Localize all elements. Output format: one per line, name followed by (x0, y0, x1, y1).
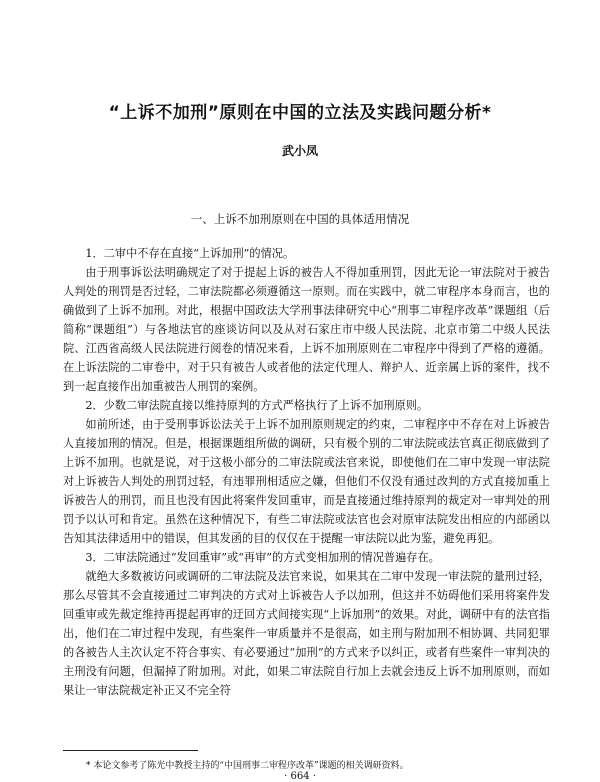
footnote: * 本论文参考了陈光中教授主持的“中国刑事二审程序改革”课题的相关调研资料。 (86, 761, 409, 771)
document-title: “上诉不加刑”原则在中国的立法及实践问题分析* (108, 103, 492, 123)
subheading-1: 1．二审中不存在直接“上诉加刑”的情况。 (85, 247, 295, 260)
section-heading: 一、上诉不加刑原则在中国的具体适用情况 (190, 212, 410, 226)
paragraph-2: 如前所述，由于受刑事诉讼法关于上诉不加刑原则规定的约束，二审程序中不存在对上诉被告人直接加刑的情况。但是，根据课题组所做的调研，只有极个别的二审法院或法官真正彻底做到了上诉不加刑。也就是说，对于这极小部分的二审法院或法官来说，即使他们在二审中发现一审法院对上诉被告人判处的刑罚过轻，有违罪刑相适应之嫌，但他们不仅没有通过改判的方式直接加重上诉被告人的刑罚，而且也没有因此将案件发回重审，而是直接通过维持原判的裁定对一审判处的刑罚予以认可和肯定。虽然在这种情况下，有些二审法院或法官也会对原审法院发出相应的内部函以告知其法律适用中的错误，但其发函的目的仅仅在于提醒一审法院以此为鉴，避免再犯。 (63, 418, 550, 545)
footnote-divider (63, 750, 198, 751)
page-number: · 664 · (284, 771, 316, 782)
paragraph-3: 就绝大多数被访问或调研的二审法院及法官来说，如果其在二审中发现一审法院的量刑过轻，那么尽管其不会直接通过二审判决的方式对上诉被告人予以加刑，但这并不妨碍他们采用将案件发回重审或先裁定维持再提起再审的迂回方式间接实现“上诉加刑”的效果。对此，调研中有的法官指出，他们在二审过程中发现，有些案件一审质量并不是很高，如主刑与附加刑不相协调、共同犯罪的各被告人主次认定不符合事实、有必要通过“加刑”的方式来予以纠正，或者有些案件一审判决的主刑没有问题，但漏掉了附加刑。对此，如果二审法院自行加上去就会违反上诉不加刑原则，而如果让一审法院裁定补正又不完全符 (63, 570, 550, 697)
author-name: 武小凤 (281, 144, 318, 158)
subheading-2: 2．少数二审法院直接以维持原判的方式严格执行了上诉不加刑原则。 (85, 399, 429, 412)
subheading-3: 3．二审法院通过“发回重审”或“再审”的方式变相加刑的情况普遍存在。 (85, 551, 440, 564)
paragraph-1: 由于刑事诉讼法明确规定了对于提起上诉的被告人不得加重刑罚，因此无论一审法院对于被告人判处的刑罚是否过轻，二审法院都必须遵循这一原则。而在实践中，就二审程序本身而言，也的确做到了上诉不加刑。对此，根据中国政法大学刑事法律研究中心“刑事二审程序改革”课题组（后简称“课题组”）与各地法官的座谈访问以及从对石家庄市中级人民法院、北京市第二中级人民法院、江西省高级人民法院进行阅卷的情况来看，上诉不加刑原则在二审程序中得到了严格的遵循。在上诉法院的二审卷中，对于只有被告人或者他的法定代理人、辩护人、近亲属上诉的案件，找不到一起直接作出加重被告人刑罚的案例。 (63, 266, 550, 393)
body-text (63, 244, 550, 700)
